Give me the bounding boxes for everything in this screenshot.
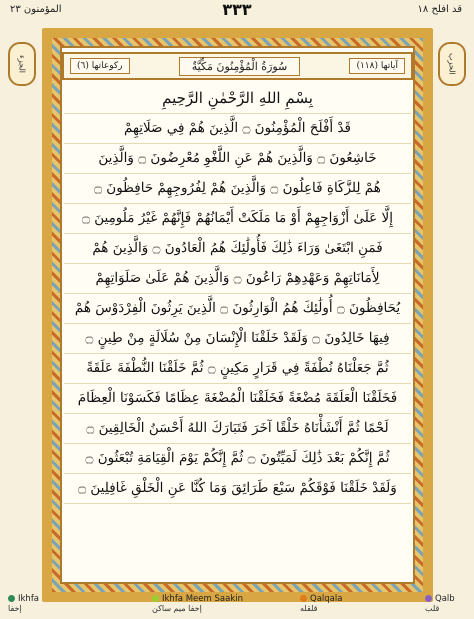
verse-line: يُحَافِظُونَ ۝ أُولَٰئِكَ هُمُ الْوَارِثُونَ ۝ الَّذِينَ يَرِثُونَ الْفِرْدَوْسَ هُمْ — [64, 294, 411, 324]
legend-label-arabic: قلقله — [300, 604, 318, 613]
verse-line: وَلَقَدْ خَلَقْنَا فَوْقَكُمْ سَبْعَ طَرَائِقَ وَمَا كُنَّا عَنِ الْخَلْقِ غَافِلِينَ ۝ — [64, 474, 411, 504]
legend-label: Qalb — [435, 594, 455, 604]
header-juz-ref: قد افلح ١٨ — [417, 4, 462, 15]
header-surah-ref: المؤمنون ٢٣ — [10, 4, 62, 15]
basmala: بِسْمِ اللهِ الرَّحْمٰنِ الرَّحِيمِ — [64, 84, 411, 114]
page-number: ٣٣٣ — [222, 0, 252, 19]
verse-line: فَمَنِ ابْتَغَىٰ وَرَاءَ ذَٰلِكَ فَأُولَٰئِكَ هُمُ الْعَادُونَ ۝ وَالَّذِينَ هُمْ — [64, 234, 411, 264]
legend-label: Qalqala — [310, 594, 343, 604]
side-medallion-left: الجزء — [8, 42, 36, 86]
tajweed-legend — [0, 594, 474, 619]
verse-line: قَدْ أَفْلَحَ الْمُؤْمِنُونَ ۝ الَّذِينَ هُمْ فِي صَلَاتِهِمْ — [64, 114, 411, 144]
surah-header — [62, 52, 413, 80]
ikhfa-color-dot — [8, 595, 15, 602]
legend-label-arabic: إخفا ميم ساكن — [152, 604, 202, 613]
side-medallion-right: الحزب — [438, 42, 466, 86]
verse-line: لِأَمَانَاتِهِمْ وَعَهْدِهِمْ رَاعُونَ ۝ وَالَّذِينَ هُمْ عَلَىٰ صَلَوَاتِهِمْ — [64, 264, 411, 294]
legend-item-qalb — [425, 594, 455, 613]
verse-line: فِيهَا خَالِدُونَ ۝ وَلَقَدْ خَلَقْنَا الْإِنْسَانَ مِنْ سُلَالَةٍ مِنْ طِينٍ ۝ — [64, 324, 411, 354]
legend-item-qalqala — [300, 594, 342, 613]
surah-title: سُورَةُ الْمُؤْمِنُونَ مَكِّيَّةٌ — [179, 57, 301, 76]
verse-line: ثُمَّ جَعَلْنَاهُ نُطْفَةً فِي قَرَارٍ مَكِينٍ ۝ ثُمَّ خَلَقْنَا النُّطْفَةَ عَلَقَةً — [64, 354, 411, 384]
verse-line: ثُمَّ إِنَّكُمْ بَعْدَ ذَٰلِكَ لَمَيِّتُونَ ۝ ثُمَّ إِنَّكُمْ يَوْمَ الْقِيَامَةِ تُبْعَثُونَ ۝ — [64, 444, 411, 474]
qalqala-color-dot — [300, 595, 307, 602]
legend-item-ikhfa — [8, 594, 39, 613]
legend-label-arabic: إخفا — [8, 604, 22, 613]
verse-line: إِلَّا عَلَىٰ أَزْوَاجِهِمْ أَوْ مَا مَلَكَتْ أَيْمَانُهُمْ فَإِنَّهُمْ غَيْرُ مَلُومِينَ ۝ — [64, 204, 411, 234]
verse-line: فَخَلَقْنَا الْعَلَقَةَ مُضْغَةً فَخَلَقْنَا الْمُضْغَةَ عِظَامًا فَكَسَوْنَا الْعِظَامَ — [64, 384, 411, 414]
legend-label-arabic: قلب — [425, 604, 440, 613]
verse-line: لَحْمًا ثُمَّ أَنْشَأْنَاهُ خَلْقًا آخَرَ فَتَبَارَكَ اللهُ أَحْسَنُ الْخَالِقِينَ ۝ — [64, 414, 411, 444]
verse-line: خَاشِعُونَ ۝ وَالَّذِينَ هُمْ عَنِ اللَّغْوِ مُعْرِضُونَ ۝ وَالَّذِينَ — [64, 144, 411, 174]
legend-label: Ikhfa — [18, 594, 40, 604]
rukus-count: ركوعاتها (٦) — [70, 58, 130, 74]
ayat-count: آياتها (١١٨) — [349, 58, 405, 74]
legend-item-ikhfa-meem-saakin — [152, 594, 243, 613]
qalb-color-dot — [425, 595, 432, 602]
ikhfa-meem-color-dot — [152, 595, 159, 602]
verse-line: هُمْ لِلزَّكَاةِ فَاعِلُونَ ۝ وَالَّذِينَ هُمْ لِفُرُوجِهِمْ حَافِظُونَ ۝ — [64, 174, 411, 204]
legend-label: Ikhfa Meem Saakin — [162, 594, 243, 604]
